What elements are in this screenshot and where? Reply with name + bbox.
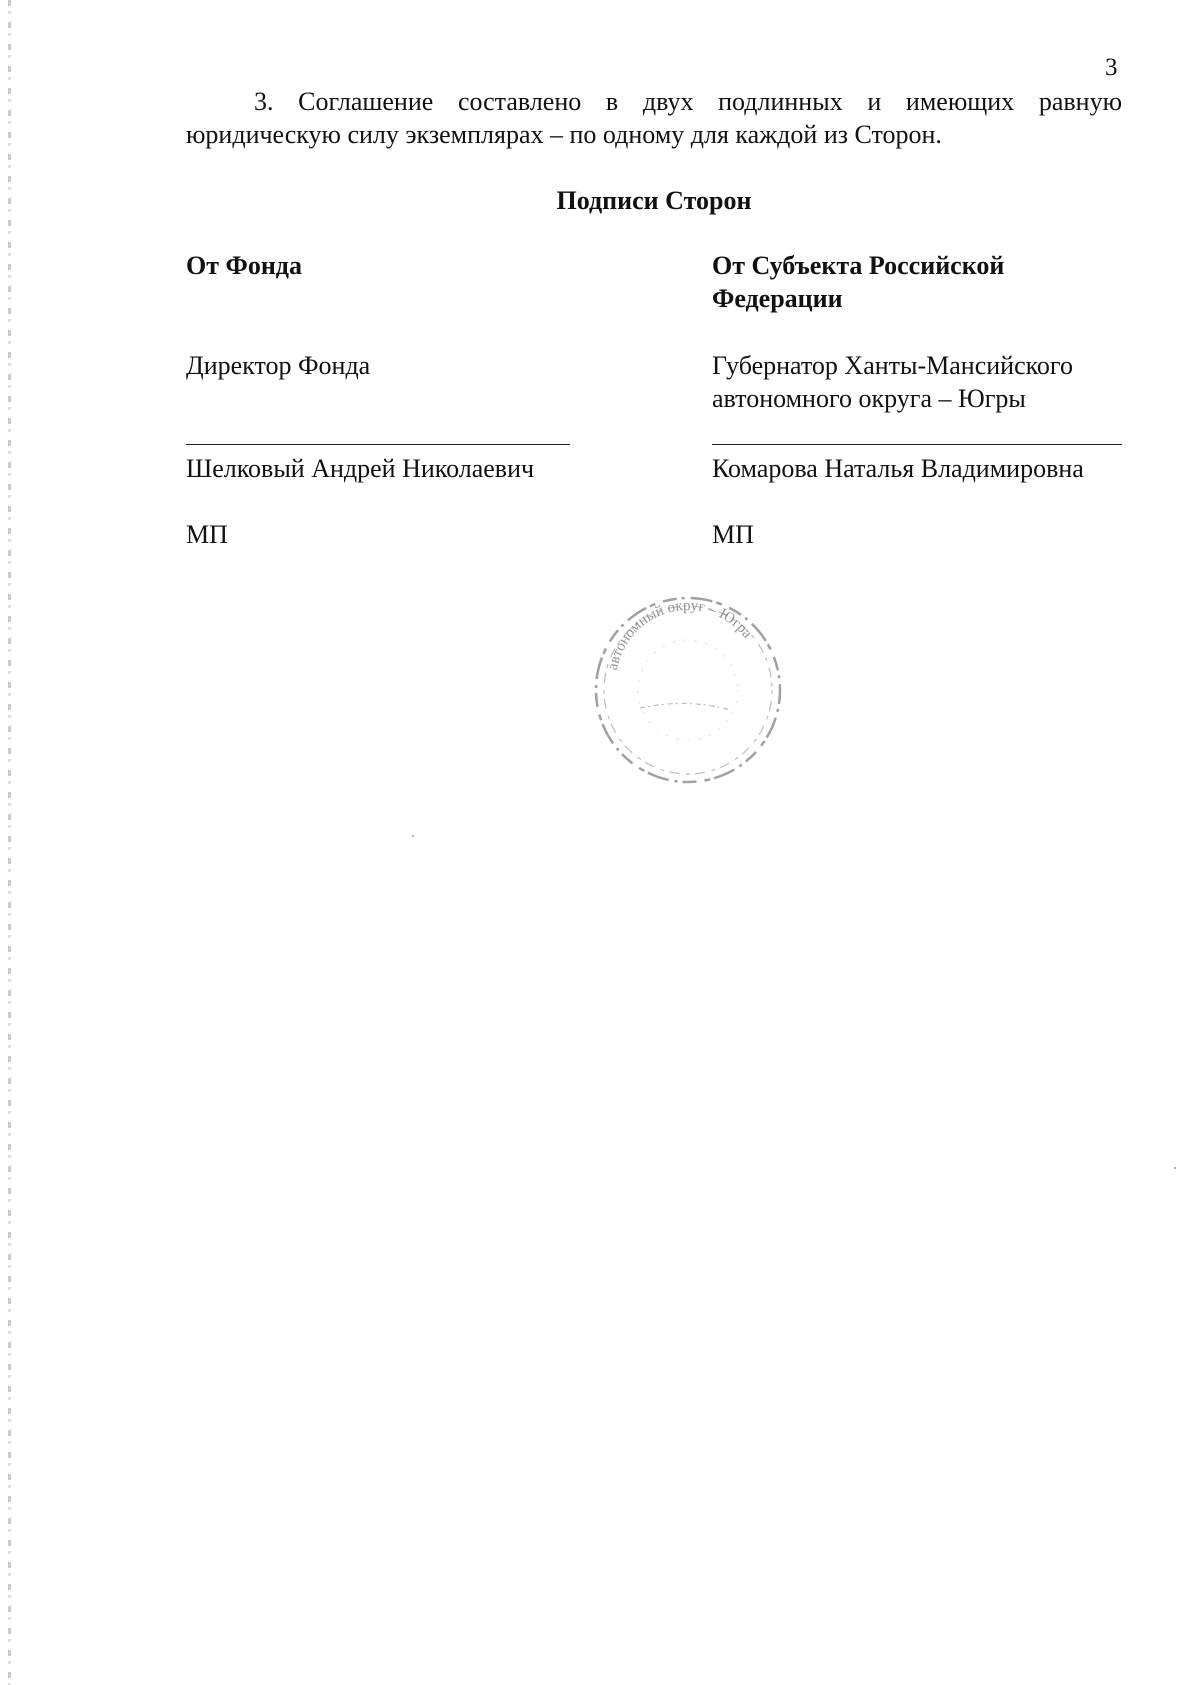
scan-speck xyxy=(412,835,414,837)
right-signatory-position: Губернатор Ханты-Мансийского автономного округа – Югры xyxy=(712,351,1073,413)
right-signatory-name: Комарова Наталья Владимировна xyxy=(712,454,1084,483)
left-signatory-position: Директор Фонда xyxy=(186,351,371,380)
left-signatory-name: Шелковый Андрей Николаевич xyxy=(186,454,535,483)
scan-speck xyxy=(1174,1167,1176,1169)
left-party-heading: От Фонда xyxy=(186,251,302,280)
official-seal xyxy=(578,572,798,802)
clause-paragraph: 3. Соглашение составлено в двух подлинных и имеющих равную юридическую силу экземплярах – по одному для каждой из Сторон. xyxy=(186,87,1122,149)
right-stamp-mark: МП xyxy=(712,520,754,549)
seal-center-mark xyxy=(640,703,730,710)
left-stamp-mark: МП xyxy=(186,520,228,549)
right-signature-line xyxy=(712,444,1122,445)
right-party-heading: От Субъекта Российской Федерации xyxy=(712,251,1005,313)
page-number: 3 xyxy=(1105,54,1118,81)
seal-center-ring xyxy=(638,640,738,740)
left-signature-line xyxy=(186,444,570,445)
scan-edge-artifact xyxy=(8,0,11,1685)
signatures-heading: Подписи Сторон xyxy=(556,186,752,215)
seal-text: автономный округ – Югра xyxy=(605,597,756,672)
seal-outer-ring xyxy=(596,598,780,782)
